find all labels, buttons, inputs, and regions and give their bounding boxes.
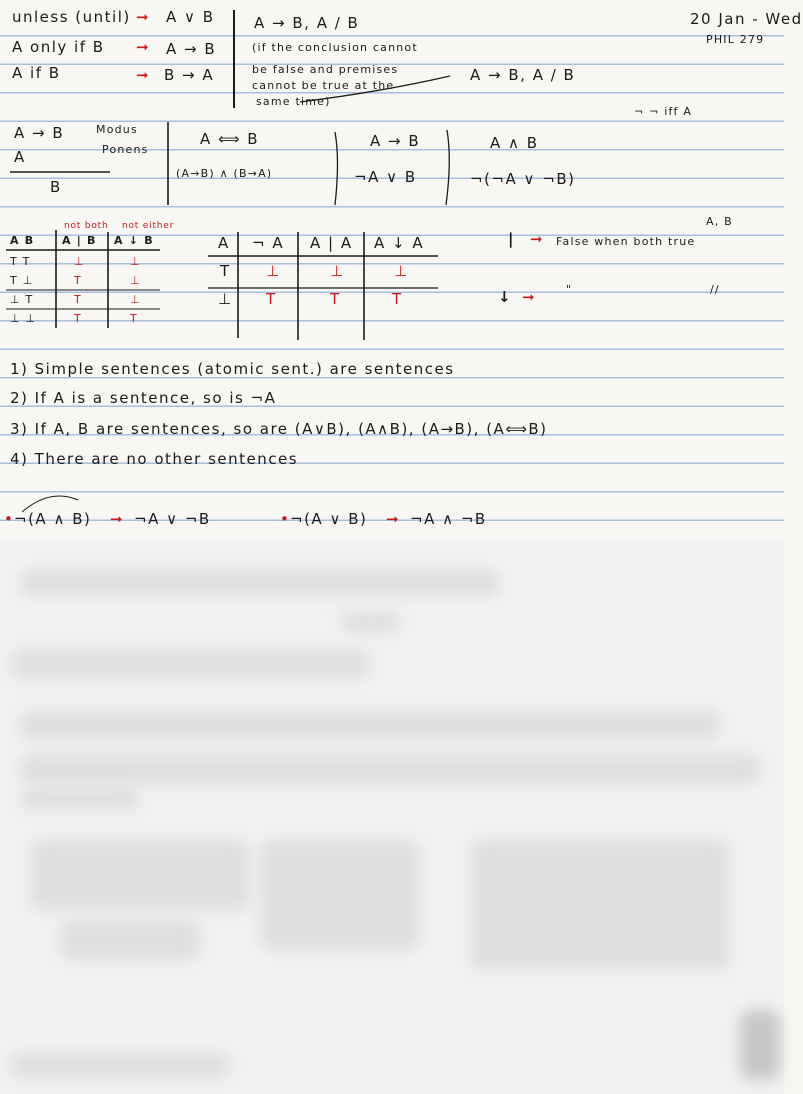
blurred-text xyxy=(20,570,500,596)
sentence-rule-2: 2) If A is a sentence, so is ¬A xyxy=(10,389,277,407)
blurred-text xyxy=(20,788,140,810)
neg-row-2-stroke: T xyxy=(330,290,341,308)
tt-row-1-nor: ⊥ xyxy=(130,255,141,268)
red-arrow: ➞ xyxy=(110,510,125,528)
tt-row-4-nand: T xyxy=(74,312,82,325)
neg-col-stroke: A | A xyxy=(310,234,353,252)
tt-row-3-nor: ⊥ xyxy=(130,293,141,306)
connective-form-unless: A ∨ B xyxy=(166,8,215,26)
conj: A ∧ B xyxy=(490,134,539,152)
blurred-text xyxy=(20,754,760,784)
mp-premise-2: A xyxy=(14,148,26,166)
bicond-def: (A→B) ∧ (B→A) xyxy=(176,167,273,180)
argument-valid: A → B, A / B xyxy=(254,14,360,32)
red-arrow: ➞ xyxy=(522,288,537,306)
tt-row-4-nor: T xyxy=(130,312,138,325)
connective-phrase-if: A if B xyxy=(12,64,61,82)
neg-row-2-a: ⊥ xyxy=(218,290,233,308)
mp-premise-1: A → B xyxy=(14,124,65,142)
cond-def: ¬A ∨ B xyxy=(354,168,417,186)
ditto-mark: " xyxy=(566,283,573,296)
ditto-mark-2: // xyxy=(710,283,720,296)
cond: A → B xyxy=(370,132,421,150)
tt-row-3-nand: T xyxy=(74,293,82,306)
curly-2 xyxy=(446,130,449,205)
tt-row-2-nand: T xyxy=(74,274,82,287)
connective-form-only-if: A → B xyxy=(166,40,217,58)
blurred-region xyxy=(0,540,784,1094)
curly-1 xyxy=(335,132,338,205)
tt-note-not-both: not both xyxy=(64,221,109,231)
bullet: • xyxy=(280,510,291,528)
validity-note-4: same time) xyxy=(256,95,331,108)
blurred-text xyxy=(60,920,200,960)
stroke-symbol: | xyxy=(508,230,515,248)
date-heading: 20 Jan - Wed xyxy=(690,10,803,28)
demorgan-1-rhs: ¬A ∨ ¬B xyxy=(134,510,211,528)
bullet: • xyxy=(4,510,15,528)
demorgan-2-rhs: ¬A ∧ ¬B xyxy=(410,510,487,528)
red-arrow: ➞ xyxy=(136,38,151,56)
sentence-rule-3: 3) If A, B are sentences, so are (A∨B), (A∧B), (A→B), (A⟺B) xyxy=(10,420,548,438)
connective-phrase-only-if: A only if B xyxy=(12,38,105,56)
blurred-text xyxy=(470,840,730,970)
blurred-text xyxy=(10,650,370,678)
tt-row-4-ab: ⊥ ⊥ xyxy=(10,312,37,325)
tt-note-not-either: not either xyxy=(122,221,175,231)
bicond: A ⟺ B xyxy=(200,130,260,148)
neg-row-1-stroke: ⊥ xyxy=(330,262,345,280)
blurred-text xyxy=(740,1010,780,1080)
double-neg-note: ¬ ¬ iff A xyxy=(634,105,693,118)
tt-col-nor: A ↓ B xyxy=(114,234,154,247)
tt-row-1-nand: ⊥ xyxy=(74,255,85,268)
sentence-rule-1: 1) Simple sentences (atomic sent.) are sentences xyxy=(10,360,455,378)
tt-row-2-ab: T ⊥ xyxy=(10,274,34,287)
conj-def: ¬(¬A ∨ ¬B) xyxy=(470,170,576,188)
neg-col-not-a: ¬ A xyxy=(252,234,285,252)
neg-col-dagger: A ↓ A xyxy=(374,234,425,252)
neg-col-a: A xyxy=(218,234,230,252)
blurred-text xyxy=(20,710,720,740)
red-arrow: ➞ xyxy=(136,66,151,84)
connective-phrase-unless: unless (until) xyxy=(12,8,131,26)
blurred-text xyxy=(10,1052,230,1078)
tt-col-nand: A | B xyxy=(62,234,97,247)
red-arrow: ➞ xyxy=(136,8,151,26)
neg-row-1-dagger: ⊥ xyxy=(394,262,409,280)
argument-invalid: A → B, A / B xyxy=(470,66,576,84)
demorgan-1-lhs: ¬(A ∧ B) xyxy=(14,510,92,528)
sentence-rule-4: 4) There are no other sentences xyxy=(10,450,299,468)
ab-label: A, B xyxy=(706,215,733,228)
mp-label-2: Ponens xyxy=(102,143,149,156)
tt-row-1-ab: T T xyxy=(10,255,31,268)
stroke-note: False when both true xyxy=(556,235,696,248)
validity-note-1: (if the conclusion cannot xyxy=(252,41,418,54)
demorgan-2-lhs: ¬(A ∨ B) xyxy=(290,510,368,528)
neg-row-1-not-a: ⊥ xyxy=(266,262,281,280)
neg-row-2-dagger: T xyxy=(392,290,403,308)
blurred-text xyxy=(340,612,400,632)
mp-label-1: Modus xyxy=(96,123,138,136)
tt-row-3-ab: ⊥ T xyxy=(10,293,34,306)
neg-row-2-not-a: T xyxy=(266,290,277,308)
red-arrow: ➞ xyxy=(530,230,545,248)
course-heading: PHIL 279 xyxy=(706,33,765,46)
validity-note-2: be false and premises xyxy=(252,63,399,76)
tt-row-2-nor: ⊥ xyxy=(130,274,141,287)
validity-note-3: cannot be true at the xyxy=(252,79,395,92)
red-arrow: ➞ xyxy=(386,510,401,528)
tt-col-ab: A B xyxy=(10,234,35,247)
neg-row-1-a: T xyxy=(220,262,231,280)
mp-conclusion: B xyxy=(50,178,62,196)
blurred-text xyxy=(30,840,250,910)
dagger-symbol: ↓ xyxy=(498,288,513,306)
connective-form-if: B → A xyxy=(164,66,215,84)
blurred-text xyxy=(260,840,420,950)
